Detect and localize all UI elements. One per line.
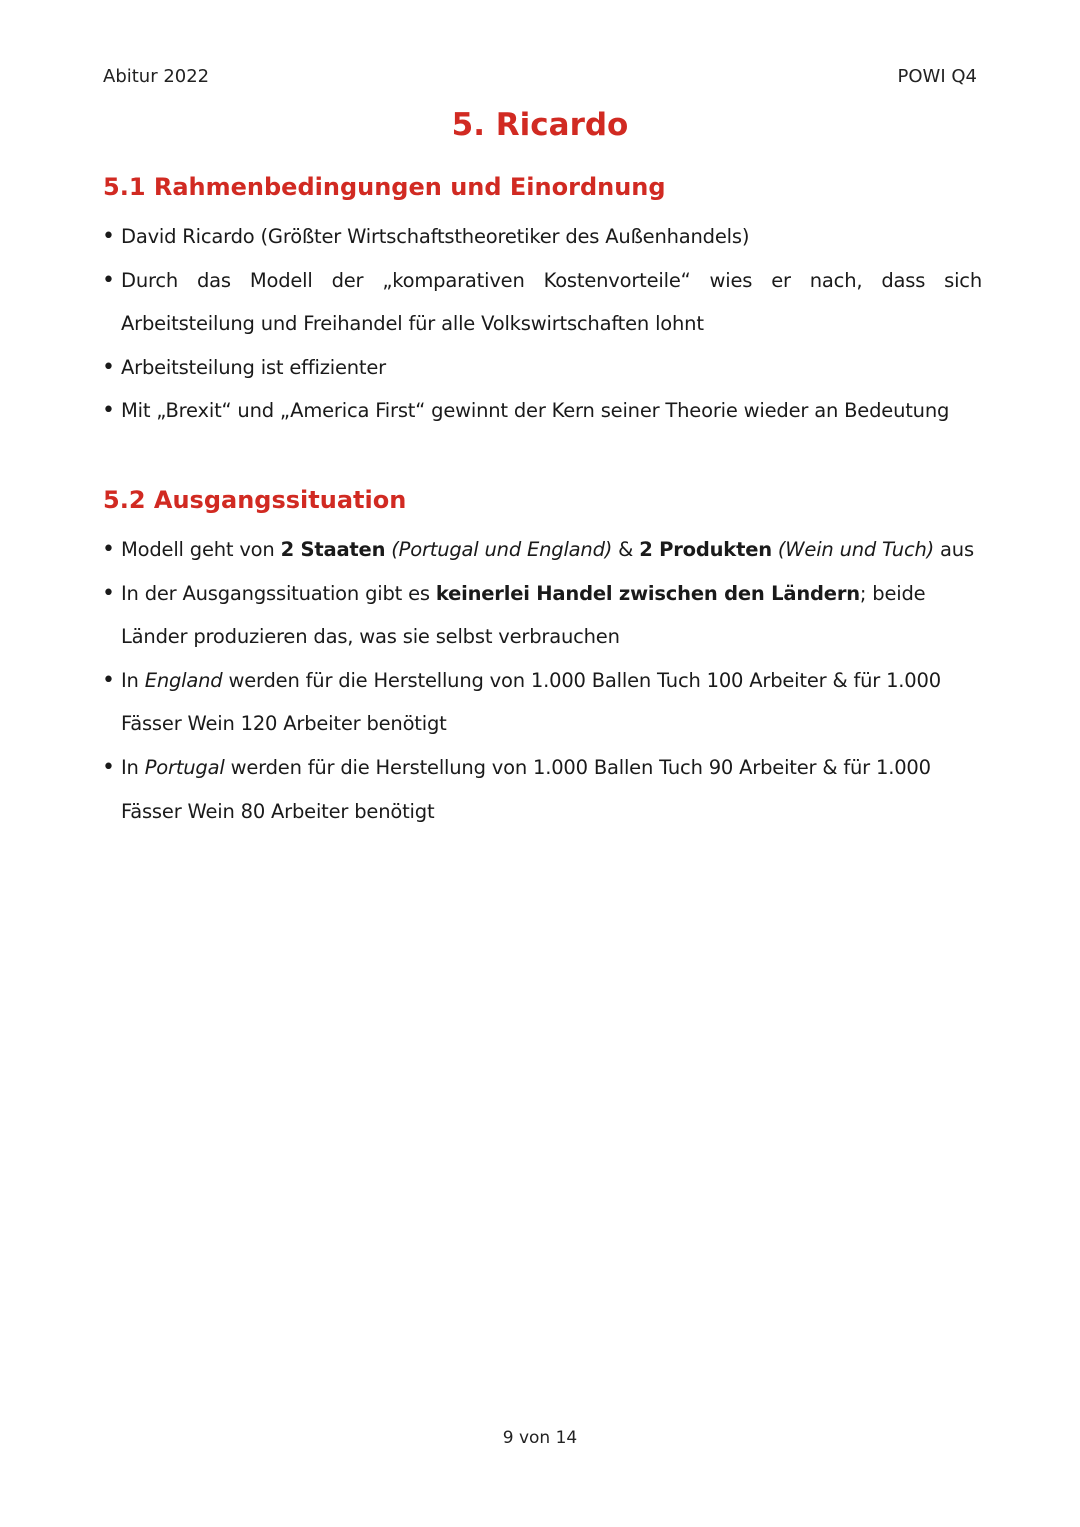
bullet-item xyxy=(102,659,982,746)
bullet-text: In der Ausgangssituation gibt es xyxy=(121,581,436,605)
italic-text: (Wein und Tuch) xyxy=(771,538,935,561)
bullet-item: • Arbeitsteilung ist effizienter xyxy=(102,346,982,390)
bullet-text: werden für die Herstellung von 1.000 Ballen Tuch 100 Arbeiter & für 1.000 Fässer Wein 120 Arbeiter benötigt xyxy=(121,668,941,736)
bullet-item: • Durch das Modell der „komparativen Kostenvorteile“ wies er nach, dass sich Arbeitsteilung und Freihandel für alle Volkswirtschaften lohnt xyxy=(102,259,982,346)
bold-text: 2 Produkten xyxy=(639,538,772,561)
bullet-item xyxy=(102,572,982,659)
bullet-item xyxy=(102,746,982,833)
page-title: 5. Ricardo xyxy=(451,107,629,143)
bullet-list-ausgangssituation xyxy=(102,528,982,833)
bullet-text: werden für die Herstellung von 1.000 Ballen Tuch 90 Arbeiter & für 1.000 Fässer Wein 80 Arbeiter benötigt xyxy=(121,755,931,823)
section-heading-ausgangssituation: 5.2 Ausgangssituation xyxy=(103,486,407,514)
bullet-text: & xyxy=(612,538,640,561)
bullet-text: In xyxy=(121,755,145,779)
bold-text: 2 Staaten xyxy=(280,538,386,561)
italic-text: Portugal xyxy=(144,755,225,779)
bullet-text: In xyxy=(121,668,145,692)
bullet-item xyxy=(102,528,982,572)
italic-text: England xyxy=(144,668,223,692)
header-right-label: POWI Q4 xyxy=(897,66,977,87)
section-heading-rahmenbedingungen: 5.1 Rahmenbedingungen und Einordnung xyxy=(103,173,666,201)
bullet-item: • Mit „Brexit“ und „America First“ gewinnt der Kern seiner Theorie wieder an Bedeutung xyxy=(102,389,982,433)
bullet-text: Modell geht von xyxy=(121,538,281,561)
bullet-text: ; beide Länder produzieren das, was sie selbst verbrauchen xyxy=(121,581,926,649)
bullet-list-rahmenbedingungen xyxy=(102,215,982,433)
italic-text: (Portugal und England) xyxy=(385,538,613,561)
bullet-text: aus xyxy=(934,538,974,561)
page-number: 9 von 14 xyxy=(502,1428,578,1448)
bold-text: keinerlei Handel zwischen den Ländern xyxy=(435,581,860,605)
bullet-item: • David Ricardo (Größter Wirtschaftstheoretiker des Außenhandels) xyxy=(102,215,982,259)
header-left-label: Abitur 2022 xyxy=(103,66,210,87)
